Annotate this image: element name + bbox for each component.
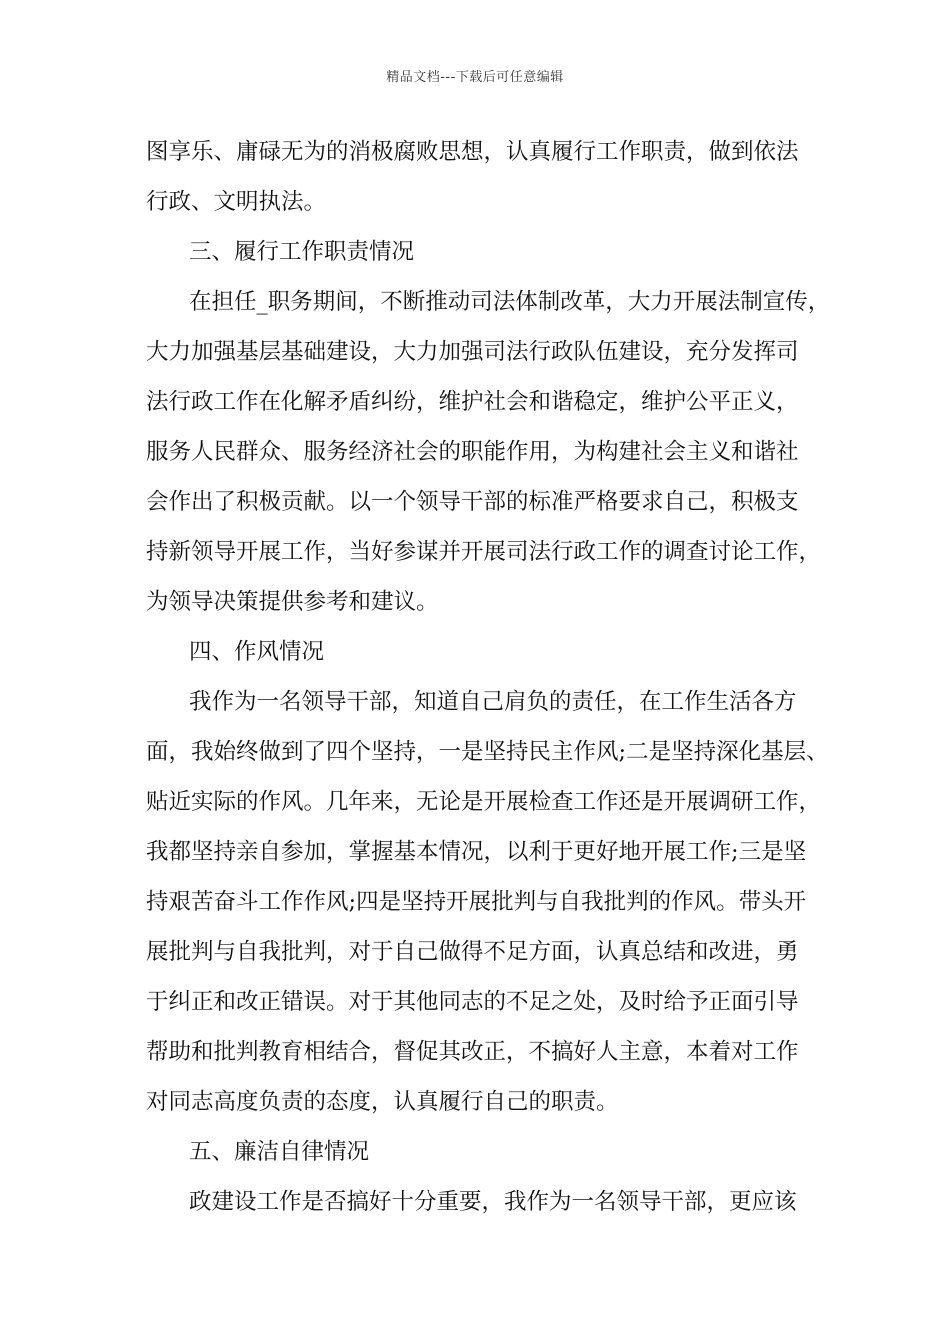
body-line: 于纠正和改正错误。对于其他同志的不足之处，及时给予正面引导 [146,989,799,1015]
body-line: 行政、文明执法。 [146,189,327,215]
body-line: 帮助和批判教育相结合，督促其改正，不搞好人主意，本着对工作 [146,1039,799,1065]
section-heading: 五、廉洁自律情况 [189,1139,370,1165]
body-line: 图享乐、庸碌无为的消极腐败思想，认真履行工作职责，做到依法 [146,139,799,165]
body-line: 贴近实际的作风。几年来，无论是开展检查工作还是开展调研工作， [146,789,822,815]
body-line: 持新领导开展工作，当好参谋并开展司法行政工作的调查讨论工作， [146,539,822,565]
body-line: 会作出了积极贡献。以一个领导干部的标准严格要求自己，积极支 [146,489,799,515]
body-line: 服务人民群众、服务经济社会的职能作用，为构建社会主义和谐社 [146,439,799,465]
section-heading: 四、作风情况 [189,639,325,665]
body-line: 法行政工作在化解矛盾纠纷，维护社会和谐稳定，维护公平正义， [146,389,799,415]
body-line: 展批判与自我批判，对于自己做得不足方面，认真总结和改进，勇 [146,939,799,965]
paragraph-first-line: 在担任_职务期间，不断推动司法体制改革，大力开展法制宣传， [189,289,831,315]
body-line: 对同志高度负责的态度，认真履行自己的职责。 [146,1089,619,1115]
section-heading: 三、履行工作职责情况 [189,239,415,265]
paragraph-first-line: 政建设工作是否搞好十分重要，我作为一名领导干部，更应该 [189,1189,797,1215]
body-line: 大力加强基层基础建设，大力加强司法行政队伍建设，充分发挥司 [146,339,799,365]
body-line: 持艰苦奋斗工作作风;四是坚持开展批判与自我批判的作风。带头开 [146,889,807,915]
page-header: 精品文档---下载后可任意编辑 [386,70,564,85]
body-line: 我都坚持亲自参加，掌握基本情况，以利于更好地开展工作;三是坚 [146,839,807,865]
body-line: 面，我始终做到了四个坚持，一是坚持民主作风;二是坚持深化基层、 [146,739,829,765]
body-line: 为领导决策提供参考和建议。 [146,589,439,615]
paragraph-first-line: 我作为一名领导干部，知道自己肩负的责任，在工作生活各方 [189,689,797,715]
